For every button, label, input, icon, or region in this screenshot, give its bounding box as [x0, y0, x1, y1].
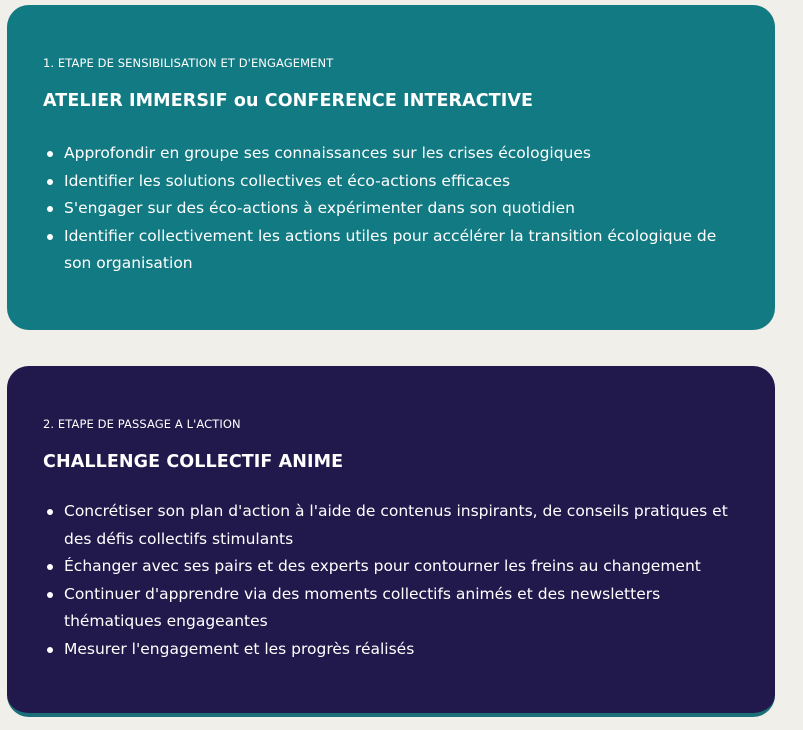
- list-item: [43, 140, 743, 168]
- card-title: CHALLENGE COLLECTIF ANIME: [43, 452, 344, 472]
- passage-action-card: [7, 366, 775, 717]
- step-label: 1. ETAPE DE SENSIBILISATION ET D'ENGAGEMENT: [43, 56, 334, 70]
- list-item: [43, 553, 743, 581]
- bullet-icon: [47, 509, 53, 515]
- bullet-icon: [47, 592, 53, 598]
- bullet-icon: [47, 564, 53, 570]
- bullet-icon: [47, 206, 53, 212]
- list-item-text: Identifier les solutions collectives et éco-actions efficaces: [64, 171, 511, 190]
- list-item: [43, 636, 743, 664]
- card-title: ATELIER IMMERSIF ou CONFERENCE INTERACTIVE: [43, 91, 534, 111]
- sensibilisation-card: [7, 5, 775, 330]
- bullet-list: [43, 140, 743, 278]
- bullet-icon: [47, 234, 53, 240]
- list-item: [43, 168, 743, 196]
- list-item-text: Identifier collectivement les actions utiles pour accélérer la transition écologique de son organisation: [64, 226, 717, 272]
- list-item-text: Mesurer l'engagement et les progrès réalisés: [64, 639, 415, 658]
- bullet-icon: [47, 151, 53, 157]
- list-item-text: Continuer d'apprendre via des moments collectifs animés et des newsletters thématiques engageantes: [64, 584, 661, 630]
- step-label: 2. ETAPE DE PASSAGE A L'ACTION: [43, 417, 241, 431]
- list-item-text: Approfondir en groupe ses connaissances sur les crises écologiques: [64, 144, 591, 162]
- list-item: [43, 498, 743, 553]
- list-item-text: Échanger avec ses pairs et des experts pour contourner les freins au changement: [64, 557, 701, 575]
- list-item: [43, 223, 743, 278]
- bullet-icon: [47, 179, 53, 185]
- list-item: [43, 581, 743, 636]
- bullet-icon: [47, 647, 53, 653]
- list-item-text: Concrétiser son plan d'action à l'aide de contenus inspirants, de conseils pratiques et des défis collectifs stimulants: [64, 502, 728, 548]
- list-item: [43, 195, 743, 223]
- bullet-list: [43, 498, 743, 663]
- list-item-text: S'engager sur des éco-actions à expérimenter dans son quotidien: [64, 199, 575, 217]
